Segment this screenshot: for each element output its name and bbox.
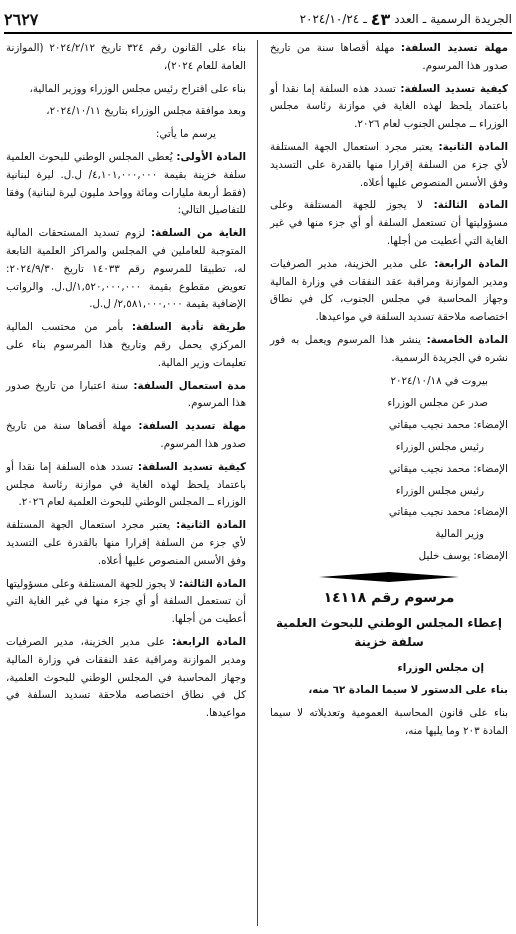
article-2: المادة الثانية: يعتبر مجرد استعمال الجهة المستلفة لأي جزء من السلفة إقرارا منها بالقدرة على التسديد وفق الأسس المنصوص عليها أعلاه. — [270, 140, 508, 189]
article-4: المادة الرابعة: على مدير الخزينة، مدير الصرفيات ومدير الموازنة ومراقبة عقد النفقات في وزارة المالية وجهاز المحاسبة في مجلس الجنوب، كل في نطاق اختصاصه ملاحقة تسديد السلفة في مواعيدها. — [270, 257, 508, 324]
article-3: المادة الثالثة: لا يجوز للجهة المستلفة وعلى مسؤوليتها أن تستعمل السلفة أو أي جزء منها في غير الغاية التي أعطيت من أجلها. — [6, 577, 246, 626]
paragraph: بناء على الدستور لا سيما المادة ٦٢ منه، — [308, 684, 508, 697]
article-3: المادة الثالثة: لا يجوز للجهة المستلفة وعلى مسؤوليتها أن تستعمل السلفة أو أي جزء منها في غير الغاية التي أعطيت من أجلها. — [270, 199, 508, 247]
council-line: إن مجلس الوزراء — [397, 661, 484, 674]
signature: الإمضاء: يوسف خليل — [418, 549, 508, 562]
paragraph: بناء على قانون المحاسبة العمومية وتعديلاته لا سيما المادة ٢٠٣ وما يليها منه، — [270, 707, 508, 737]
signature: الإمضاء: محمد نجيب ميقاتي — [388, 506, 508, 519]
right-column — [270, 40, 508, 746]
header-issue-prefix: العدد — [394, 12, 419, 26]
left-column — [6, 40, 246, 728]
signature: الإمضاء: محمد نجيب ميقاتي — [388, 462, 508, 475]
header-date: ٢٠٢٤/١٠/٢٤ — [299, 12, 360, 26]
section-separator-icon — [270, 572, 508, 582]
paragraph: بناء على اقتراح رئيس مجلس الوزراء ووزير المالية، — [29, 82, 246, 95]
paragraph: بناء على القانون رقم ٣٢٤ تاريخ ٢٠٢٤/٢/١٢ (الموازنة العامة للعام ٢٠٢٤)، — [6, 42, 246, 72]
issuer: صدر عن مجلس الوزراء — [387, 397, 488, 410]
page-header — [4, 6, 512, 34]
decree-subject: إعطاء المجلس الوطني للبحوث العلمية — [275, 615, 503, 630]
date-line: بيروت في ٢٠٢٤/١٠/١٨ — [390, 374, 488, 387]
article-5: المادة الخامسة: ينشر هذا المرسوم ويعمل به فور نشره في الجريدة الرسمية. — [270, 333, 509, 364]
header-issue-number: ٤٣ — [370, 9, 391, 29]
paragraph: يرسم ما يأتي: — [155, 128, 216, 141]
paragraph: مدة استعمال السلفة: سنة اعتبارا من تاريخ صدور هذا المرسوم. — [6, 379, 246, 410]
article-4: المادة الرابعة: على مدير الخزينة، مدير الصرفيات ومدير الموازنة ومراقبة عقد النفقات في وزارة المالية وجهاز المحاسبة في المجلس الوطني للبحوث العلمية، كل في نطاق اختصاصه ملاحقة تسديد السلفة في مواعيدها. — [6, 635, 246, 720]
paragraph: وبعد موافقة مجلس الوزراء بتاريخ ٢٠٢٤/١٠/١١، — [46, 105, 246, 118]
paragraph: كيفية تسديد السلفة: تسدد هذه السلفة إما نقدا أو باعتماد يلحظ لهذه الغاية في موازنة رئاسة مجلس الوزراء ــ مجلس الجنوب لعام ٢٠٢٦. — [270, 82, 508, 131]
signatory-title: رئيس مجلس الوزراء — [395, 484, 484, 497]
column-divider — [257, 40, 258, 926]
paragraph: مهلة تسديد السلفة: مهلة أقصاها سنة من تاريخ صدور هذا المرسوم. — [270, 42, 508, 72]
header-publication: الجريدة الرسمية — [430, 12, 512, 26]
article-1: المادة الأولى: يُعطى المجلس الوطني للبحوث العلمية سلفة خزينة بقيمة ٤,١٠١,٠٠٠,٠٠٠/ ل.ل. ليرة لبنانية (فقط أربعة مليارات ومائة وواحد مليون ليرة لبنانية) وفقا للتفاصيل التالي: — [6, 150, 246, 217]
decree-subject: سلفة خزينة — [354, 634, 424, 649]
header-publication-info: الجريدة الرسمية ـ العدد ٤٣ ـ ٢٠٢٤/١٠/٢٤ — [299, 9, 512, 29]
signature: الإمضاء: محمد نجيب ميقاتي — [388, 419, 508, 432]
paragraph: كيفية تسديد السلفة: تسدد هذه السلفة إما نقدا أو باعتماد يلحظ لهذه الغاية في موازنة رئاسة مجلس الوزراء ــ المجلس الوطني للبحوث العلمية لعام ٢٠٢٦. — [6, 460, 246, 509]
signatory-title: وزير المالية — [435, 528, 484, 541]
paragraph: طريقة تأدية السلفة: بأمر من محتسب المالية المركزي يحمل رقم وتاريخ هذا المرسوم بناء على تعليمات وزير المالية. — [6, 321, 246, 369]
page-number: ٢٦٢٧ — [4, 9, 39, 29]
article-2: المادة الثانية: يعتبر مجرد استعمال الجهة المستلفة لأي جزء من السلفة إقرارا منها بالقدرة على التسديد وفق الأسس المنصوص عليها أعلاه. — [6, 519, 246, 567]
paragraph: مهلة تسديد السلفة: مهلة أقصاها سنة من تاريخ صدور هذا المرسوم. — [6, 420, 246, 450]
signatory-title: رئيس مجلس الوزراء — [395, 440, 484, 453]
paragraph: الغاية من السلفة: لزوم تسديد المستحقات المالية المتوجبة للعاملين في المجلس والمراكز العلمية التابعة له، تطبيقا للمرسوم رقم ١٤٠٣٣ تاريخ ٢٠٢٤/٩/٣٠: تعويض مقطوع بقيمة ١,٥٢٠,٠٠٠,٠٠٠/ل.ل. والرواتب الإضافية بقيمة ٢,٥٨١,٠٠٠,٠٠٠/ ل.ل. — [6, 227, 246, 311]
decree-title: مرسوم رقم ١٤١١٨ — [323, 589, 455, 606]
